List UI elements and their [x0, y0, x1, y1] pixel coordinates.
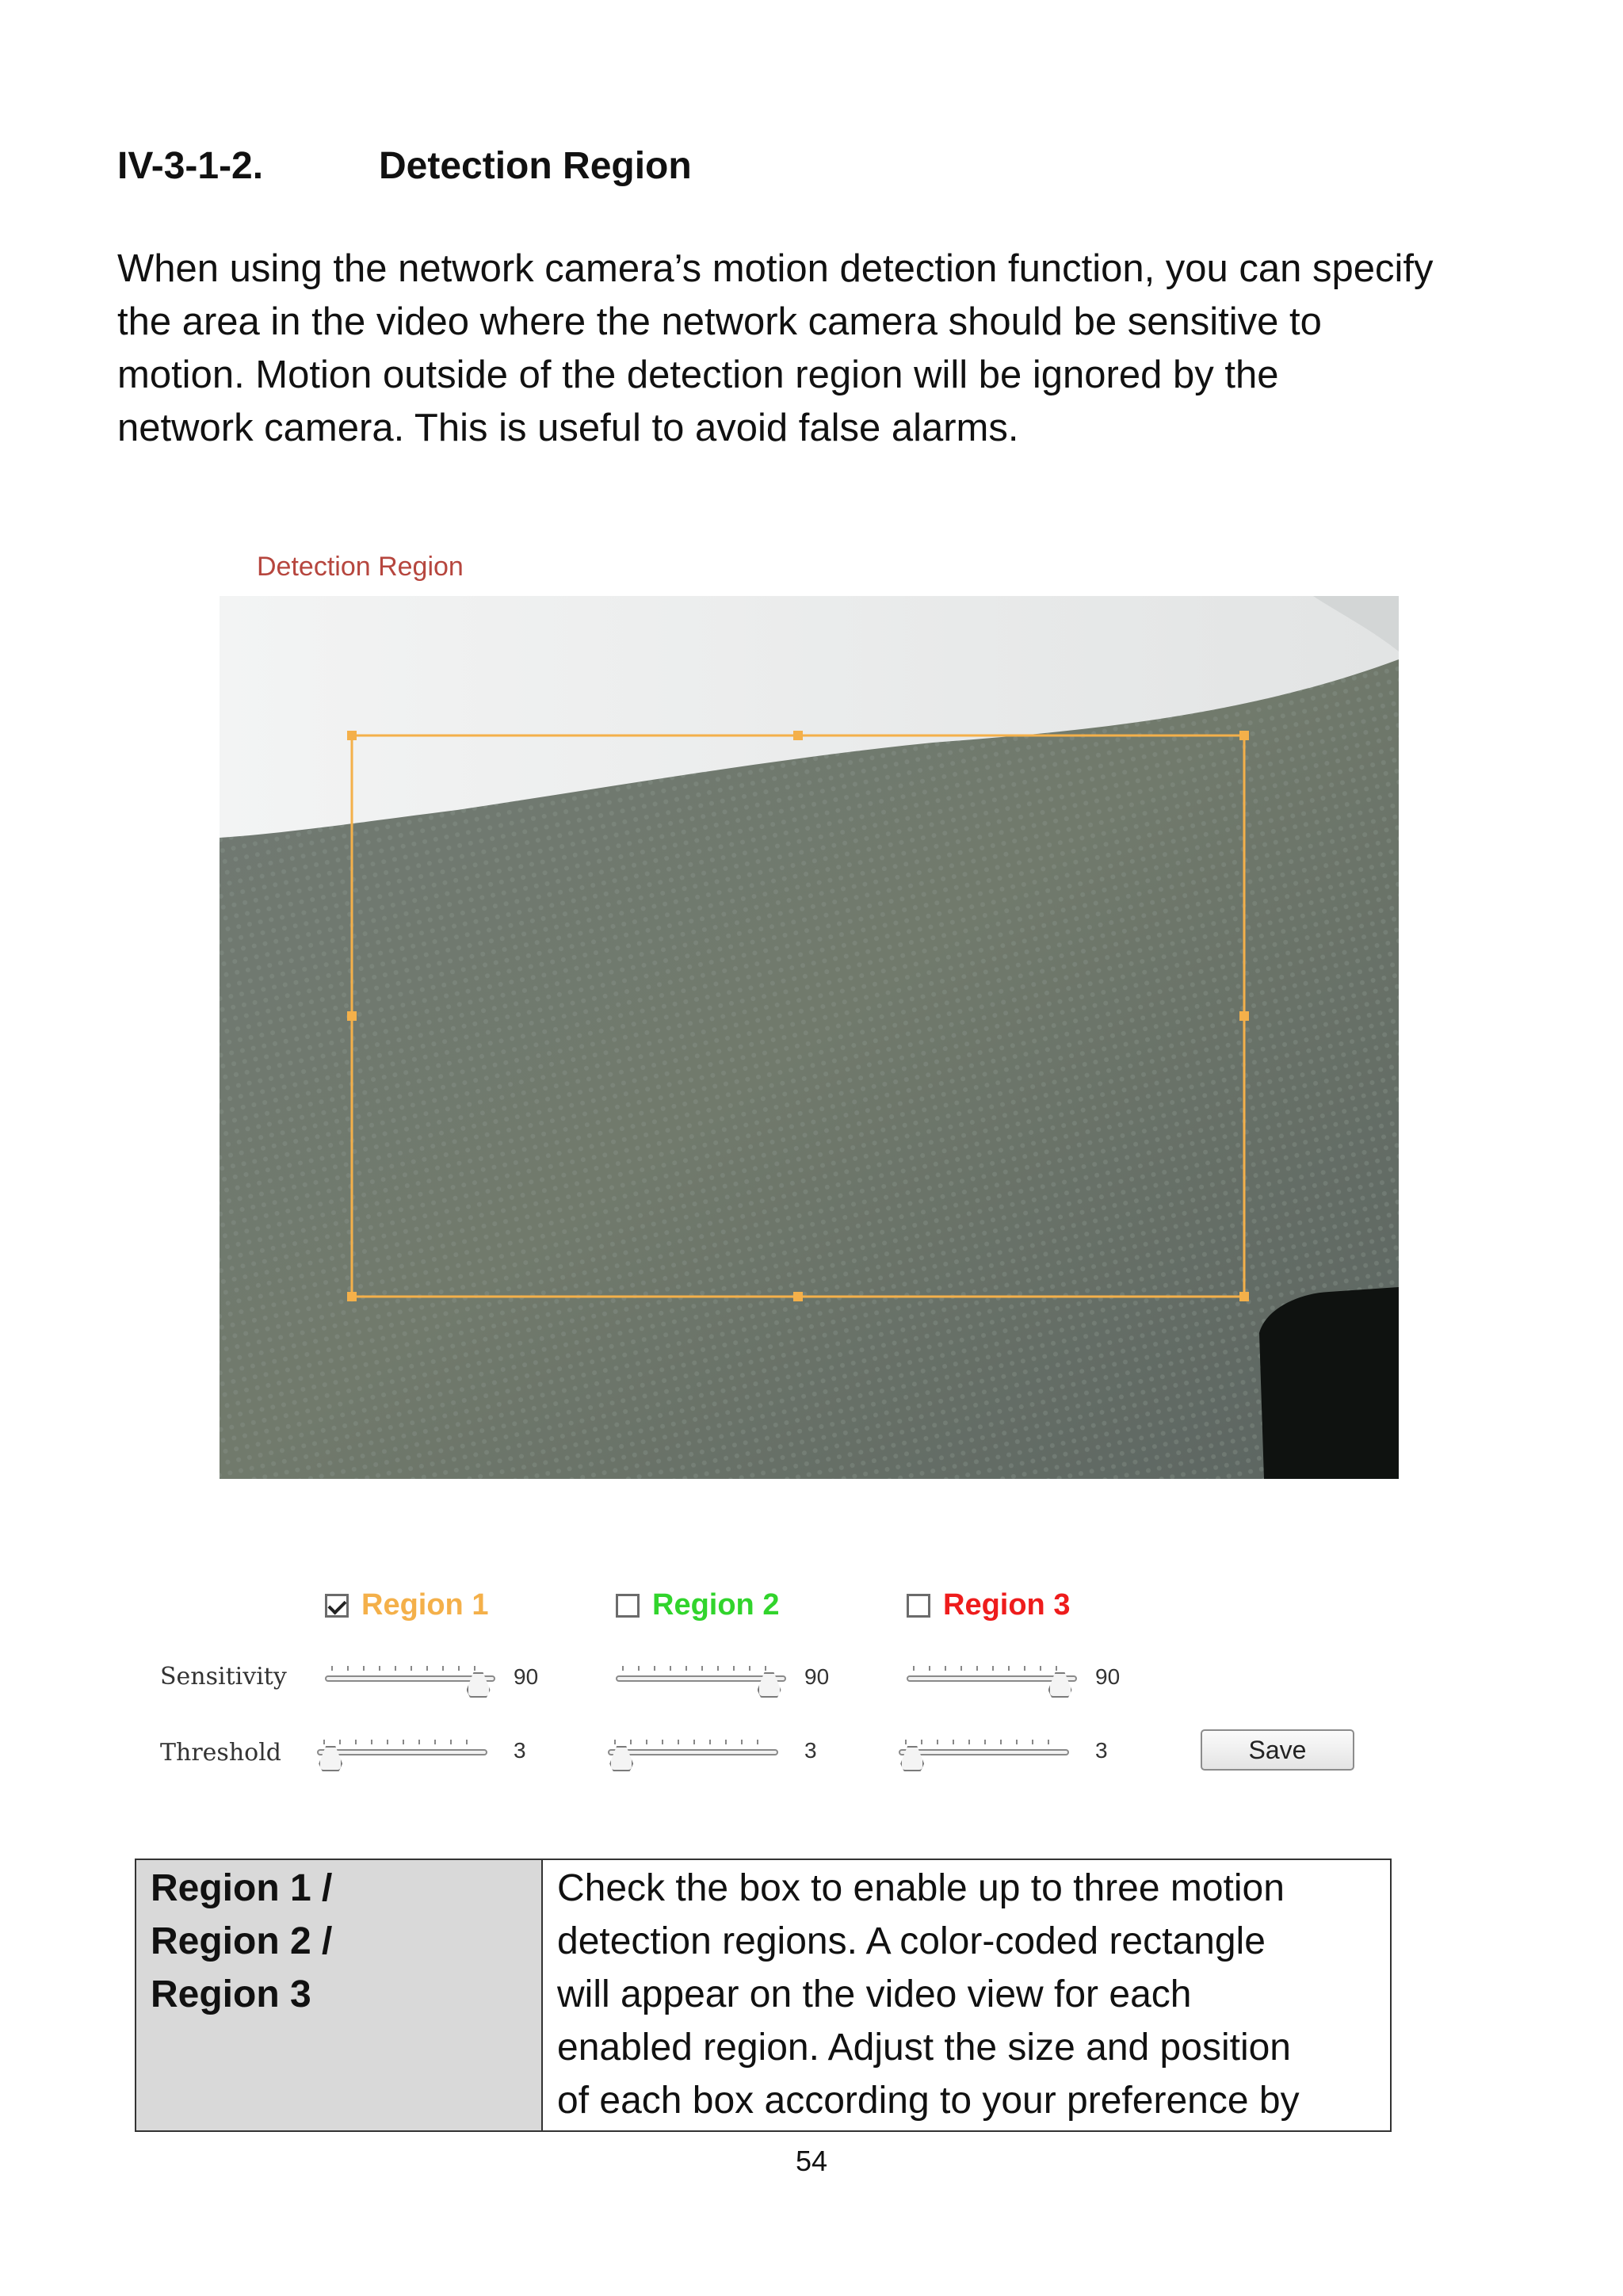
table-row — [136, 1859, 1391, 2131]
intro-line: network camera. This is useful to avoid false alarms. — [117, 407, 1019, 449]
description-cell — [542, 1859, 1391, 2131]
region-2-toggle[interactable] — [616, 1588, 779, 1622]
term-line: Region 1 / — [151, 1867, 333, 1909]
description-line: detection regions. A color-coded rectangle — [557, 1920, 1266, 1962]
region-1-toggle[interactable] — [325, 1588, 488, 1622]
save-button[interactable]: Save — [1201, 1729, 1354, 1771]
section-number: IV-3-1-2. — [117, 145, 264, 187]
region-1-threshold-value: 3 — [514, 1738, 526, 1763]
region-2-checkbox[interactable] — [616, 1594, 640, 1618]
intro-line: motion. Motion outside of the detection region will be ignored by the — [117, 353, 1279, 396]
term-line: Region 3 — [151, 1973, 311, 2015]
intro-line: the area in the video where the network camera should be sensitive to — [117, 300, 1322, 343]
camera-video-view[interactable] — [220, 596, 1399, 1479]
threshold-label: Threshold — [160, 1739, 282, 1767]
region-3-threshold-value: 3 — [1095, 1738, 1108, 1763]
description-line: enabled region. Adjust the size and position — [557, 2027, 1291, 2069]
intro-line: When using the network camera’s motion detection function, you can specify — [117, 247, 1434, 290]
region-3-sensitivity-value: 90 — [1095, 1664, 1121, 1689]
section-title: Detection Region — [379, 145, 692, 187]
term-cell — [136, 1859, 542, 2131]
region-3-label: Region 3 — [943, 1588, 1071, 1622]
region-selector-row — [0, 1588, 1623, 1636]
region-2-threshold-slider[interactable] — [608, 1738, 778, 1773]
description-line: will appear on the video view for each — [557, 1973, 1192, 2015]
sensitivity-label: Sensitivity — [160, 1663, 287, 1690]
screenshot-title: Detection Region — [257, 552, 464, 582]
region-2-label: Region 2 — [652, 1588, 780, 1622]
description-line: of each box according to your preference by — [557, 2080, 1300, 2122]
region-1-sensitivity-slider[interactable] — [325, 1664, 495, 1699]
intro-paragraph — [117, 243, 1520, 455]
region-2-threshold-value: 3 — [804, 1738, 817, 1763]
section-heading — [117, 144, 692, 188]
page-number: 54 — [795, 2145, 828, 2177]
region-3-threshold-slider[interactable] — [899, 1738, 1069, 1773]
region-3-toggle[interactable] — [907, 1588, 1070, 1622]
region-2-sensitivity-slider[interactable] — [616, 1664, 786, 1699]
region-1-sensitivity-value: 90 — [514, 1664, 539, 1689]
region-1-threshold-slider[interactable] — [317, 1738, 487, 1773]
term-line: Region 2 / — [151, 1920, 333, 1962]
description-table — [135, 1859, 1392, 2132]
region-1-label: Region 1 — [361, 1588, 489, 1622]
region-1-checkbox[interactable] — [325, 1594, 349, 1618]
region-2-sensitivity-value: 90 — [804, 1664, 830, 1689]
region-3-checkbox[interactable] — [907, 1594, 930, 1618]
description-line: Check the box to enable up to three motion — [557, 1867, 1285, 1909]
video-frame — [220, 596, 1399, 1479]
region-3-sensitivity-slider[interactable] — [907, 1664, 1077, 1699]
